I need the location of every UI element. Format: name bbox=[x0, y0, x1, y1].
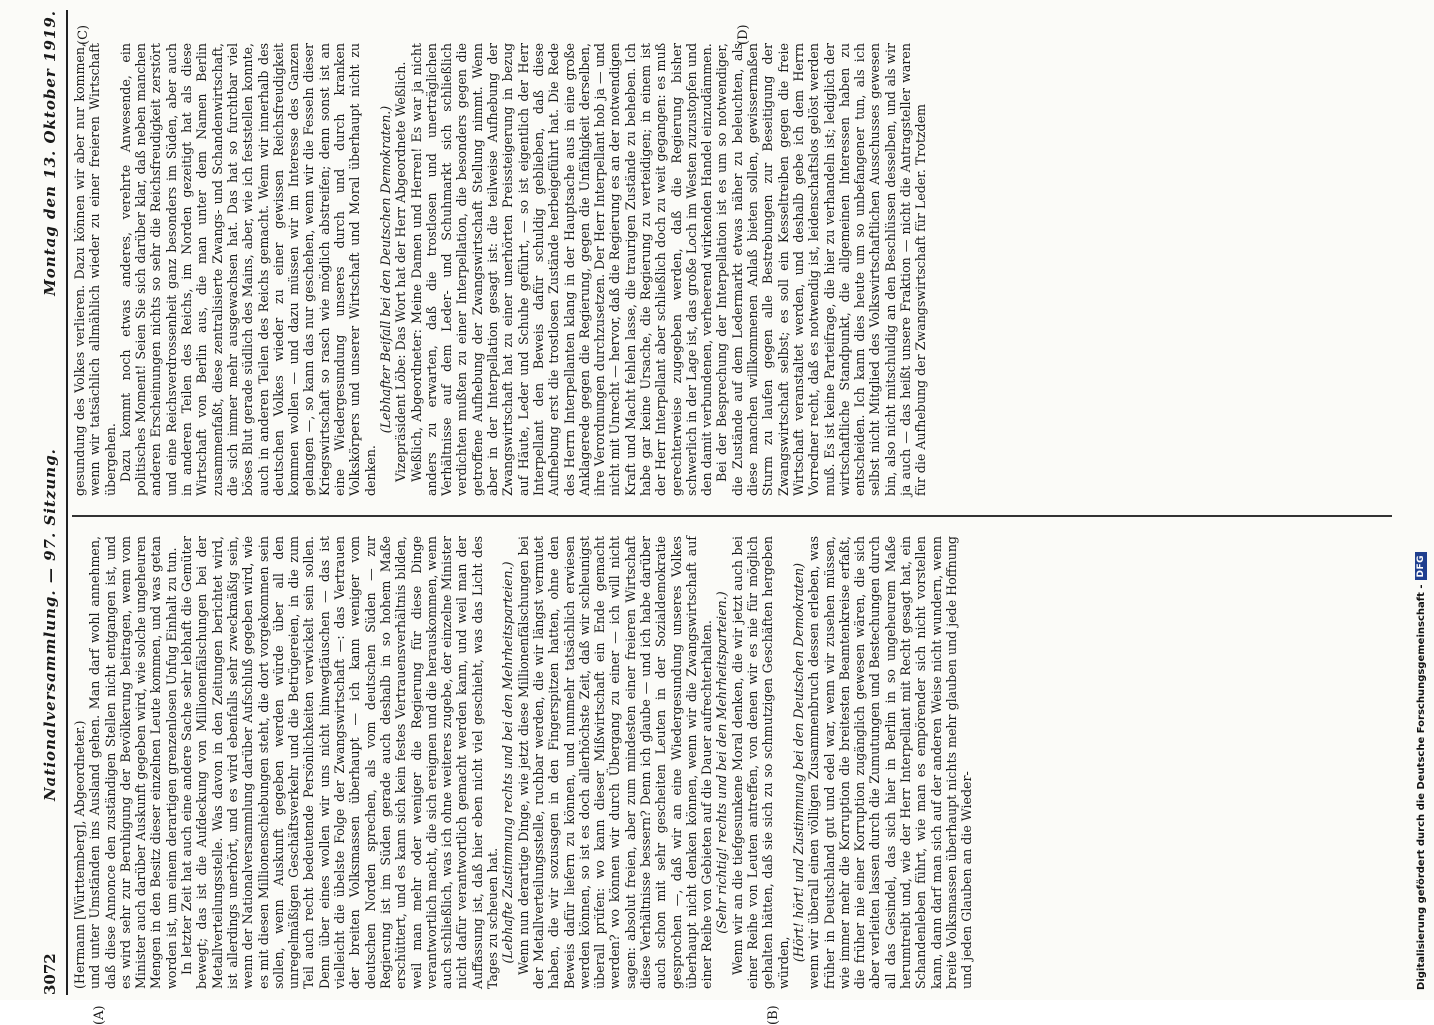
paragraph: Wenn nun derartige Dinge, wie jetzt diese Millionenfälschungen bei der Metallverteilungsstelle, ruchbar werden, die wir längst vermutet haben, die wir sozusagen in den Fingerspitzen hatten, ohne den Beweis dafür liefern zu können, und nunmehr tatsächlich erwiesen werden können, so ist es doch allerhöchste Zeit, daß wir schleunigst überall prüfen: wo kann dieser Mißwirtschaft ein Ende gemacht werden? wo können wir durch Übergang zu einer — ich will nicht sagen: absolut freien, aber zum mindesten einer freieren Wirtschaft diese Verhältnisse bessern? Denn ich glaube — und ich habe darüber auch schon mit sehr gescheiten Leuten in der Sozialdemokratie gesprochen —, daß wir an eine Wiedergesundung unseres Volkes überhaupt nicht denken können, wenn wir die Zwangswirtschaft auf einer Reihe von Gebieten auf die Dauer aufrechterhalten. bbox=[515, 536, 715, 989]
interjection: (Lebhafte Zustimmung rechts und bei den Mehrheitsparteien.) bbox=[500, 561, 516, 964]
paragraph: Weßlich, Abgeordneter: Meine Damen und Herren! Es war ja nicht anders zu erwarten, daß die trostlosen und unerträglichen Verhältnisse auf dem Leder- und Schuhmarkt sich schließlich verdichten mußten zu einer Interpellation, die besonders gegen die getroffene Aufhebung der Zwangswirtschaft Stellung nimmt. Wenn aber in der Interpellation gesagt ist: die teilweise Aufhebung der Zwangswirtschaft hat zu einer unerhörten Preissteigerung in bezug auf Häute, Leder und Schuhe geführt, — so ist eigentlich der Herr Interpellant den Beweis dafür schuldig geblieben, daß diese Aufhebung erst die trostlosen Zustände herbeigeführt hat. Die Rede des Herrn Interpellanten klang in der Hauptsache aus in eine große Anklagerede gegen die Regierung, gegen die Unfähigkeit derselben, ihre Verordnungen durchzusetzen. Der Herr Interpellant hob ja — und nicht mit Unrecht — hervor, daß die Regierung es an der notwendigen Kraft und Macht fehlen lasse, die traurigen Zustände zu beheben. Ich habe gar keine Ursache, die Regierung zu verteidigen; in einem ist der Herr Interpellant aber schließlich doch zu weit gegangen: es muß gerechterweise zugegeben werden, daß die Regierung bisher schwerlich in der Lage ist, das große Loch im Westen zuzustopfen und den damit verbundenen, verheerend wirkenden Handel einzudämmen. bbox=[408, 43, 715, 496]
column-divider bbox=[72, 515, 1392, 517]
margin-marker-d: (D) bbox=[736, 24, 751, 45]
right-column bbox=[72, 37, 1392, 502]
margin-marker-c: (C) bbox=[76, 24, 91, 45]
session-title: Nationalversammlung. — 97. Sitzung. bbox=[41, 448, 59, 802]
paragraph: gesundung des Volkes verlieren. Dazu können wir aber nur kommen, wenn wir tatsächlich allmählich wieder zu einer freieren Wirtschaft übergehen. bbox=[72, 43, 118, 496]
paragraph: Dazu kommt noch etwas anderes, verehrte Anwesende, ein politisches Moment! Seien Sie sich darüber klar, daß neben manchen anderen Erscheinungen nichts so sehr die Reichsfreudigkeit zerstört und eine Reichsverdrossenheit ganz besonders im Süden, aber auch in anderen Teilen des Reichs, im Norden gezeitigt hat als diese Wirtschaft von Berlin aus, die man unter dem Namen Berlin zusammenfaßt, diese zentralisierte Zwangs- und Schandenwirtschaft, die sich immer mehr ausgewachsen hat. Das hat so furchtbar viel böses Blut gerade südlich des Mains, aber, wie ich feststellen konnte, auch in anderen Teilen des Reichs gemacht. Wenn wir innerhalb des deutschen Volkes wieder zu einer gewissen Reichsfreudigkeit kommen wollen — und dazu müssen wir im Interesse des Ganzen gelangen —, so kann das nur geschehen, wenn wir die Fesseln dieser Kriegswirtschaft so rasch wie möglich abstreifen; denn sonst ist an eine Wiedergesundung unseres durch und durch kranken Volkskörpers und unserer Wirtschaft und Moral überhaupt nicht zu denken. bbox=[117, 43, 378, 496]
margin-marker-a: (A) bbox=[92, 1005, 107, 1025]
digitization-credit bbox=[1415, 552, 1427, 990]
header-rule bbox=[66, 10, 68, 995]
speaker-line: (Hermann [Württemberg], Abgeordneter.) bbox=[72, 720, 87, 989]
dfg-logo: DFG bbox=[1415, 552, 1427, 581]
interjection: (Lebhafter Beifall bei den Deutschen Demokraten.) bbox=[377, 105, 393, 434]
interjection: (Hört! hört! und Zustimmung bei den Deutschen Demokraten) bbox=[790, 562, 806, 963]
paragraph: Bei der Besprechung der Interpellation ist es um so notwendiger, die Zustände auf dem Ledermarkt etwas näher zu beleuchten, als diese manchen willkommenen Anlaß bieten sollen, gewissermaßen Sturm zu laufen gegen alle Bestrebungen zur Beseitigung der Zwangswirtschaft selbst; es soll ein Kesseltreiben gegen die freie Wirtschaft veranstaltet werden, und deshalb gebe ich dem Herrn Vorredner recht, daß es notwendig ist, leidenschaftslos gelöst werden muß. Es ist keine Parteifrage, die hier zu verhandeln ist; lediglich der wirtschaftliche Standpunkt, die allgemeinen Interessen haben zu entscheiden. Ich kann dies heute um so unbefangener tun, als ich selbst nicht Mitglied des Volkswirtschaftlichen Ausschusses gewesen bin, also nicht mitschuldig an den Beschlüssen desselben, und als wir ja auch — das heißt unsere Fraktion — nicht die Antragsteller waren für die Aufhebung der Zwangswirtschaft für Leder. Trotzdem bbox=[714, 43, 929, 496]
interjection: (Sehr richtig! rechts und bei den Mehrheitsparteien.) bbox=[714, 591, 730, 934]
margin-marker-b: (B) bbox=[766, 1005, 781, 1025]
page-header bbox=[36, 10, 64, 995]
session-date: Montag den 13. Oktober 1919. bbox=[41, 10, 59, 296]
paragraph: Wenn wir an die tiefgesunkene Moral denken, die wir jetzt auch bei einer Reihe von Leuten antreffen, von denen wir es nie für möglich gehalten hätten, daß sie sich zu so schmutzigen Geschäften hergeben würden, bbox=[729, 536, 791, 989]
paragraph: wenn wir überall einen völligen Zusammenbruch dessen erleben, was früher in Deutschland gut und edel war, wenn wir zusehen müssen, wie immer mehr die Korruption die breitesten Beamtenkreise erfaßt, die früher nie einer Korruption zugänglich gewesen wären, die sich aber verleiten lassen durch die Zumutungen und Bestechungen durch all das Gesindel, das sich hier in Berlin in so ungeheurem Maße herumtreibt und, wie der Herr Interpellant mit Recht gesagt hat, ein Schandenleben führt, wie man es empörender sich nicht vorstellen kann, dann darf man sich auf der anderen Weise nicht wundern, wenn breite Volksmassen überhaupt nichts mehr glauben und jede Hoffnung und jeden Glauben an die Wieder- bbox=[806, 536, 975, 989]
credit-text: Digitalisierung gefördert durch die Deutsche Forschungsgemeinschaft - bbox=[1415, 584, 1427, 990]
paragraph: In letzter Zeit hat auch eine andere Sache sehr lebhaft die Gemüter bewegt; das ist die Aufdeckung von Millionenfälschungen bei der Metallverteilungsstelle. Was davon in den Zeitungen berichtet wird, ist allerdings unerhört, und es wird ebenfalls sehr zweckmäßig sein, wenn der Nationalversammlung darüber Aufschluß gegeben wird, wie es mit diesen Millionenschiebungen steht, die dort vorgekommen sein sollen, wenn Auskunft gegeben werden würde über all den unregelmäßigen Geschäftsverkehr und die Betrügereien, in die zum Teil auch recht bedeutende Persönlichkeiten verwickelt sein sollen. Denn über eines wollen wir uns nicht hinwegtäuschen — das ist vielleicht die übelste Folge der Zwangswirtschaft —: das Vertrauen der breiten Volksmassen überhaupt — ich kann weniger vom deutschen Norden sprechen, als vom deutschen Süden — zur Regierung ist im Süden gerade auch deshalb in so hohem Maße erschüttert, und es kann sich kein festes Vertrauensverhältnis bilden, weil man mehr oder weniger die Regierung für diese Dinge verantwortlich macht, die sich ereignen und die herauskommen, wenn auch schließlich, was ich ohne weiteres zugebe, der einzelne Minister nicht dafür verantwortlich gemacht werden kann, und weil man der Auffassung ist, daß hier eben nicht viel geschieht, was das Licht des Tages zu scheuen hat. bbox=[179, 536, 501, 989]
text-columns bbox=[72, 10, 1392, 995]
rotated-document-page bbox=[36, 10, 1396, 1025]
paragraph: und unter Umständen ins Ausland gehen. Man darf wohl annehmen, daß diese Annonce den zuständigen Stellen nicht entgangen ist, und es wird sehr zur Beruhigung der Bevölkerung beitragen, wenn vom Minister auch darüber Auskunft gegeben wird, wie solche ungeheuren Mengen in den Besitz dieser einzelnen Leute kommen, und was getan worden ist, um einem derartigen grenzenlosen Unfug Einhalt zu tun. bbox=[87, 536, 179, 989]
left-column bbox=[72, 530, 1392, 995]
president-line: Vizepräsident Löbe: Das Wort hat der Herr Abgeordnete Weßlich. bbox=[393, 61, 409, 482]
page-number: 3072 bbox=[41, 953, 59, 995]
